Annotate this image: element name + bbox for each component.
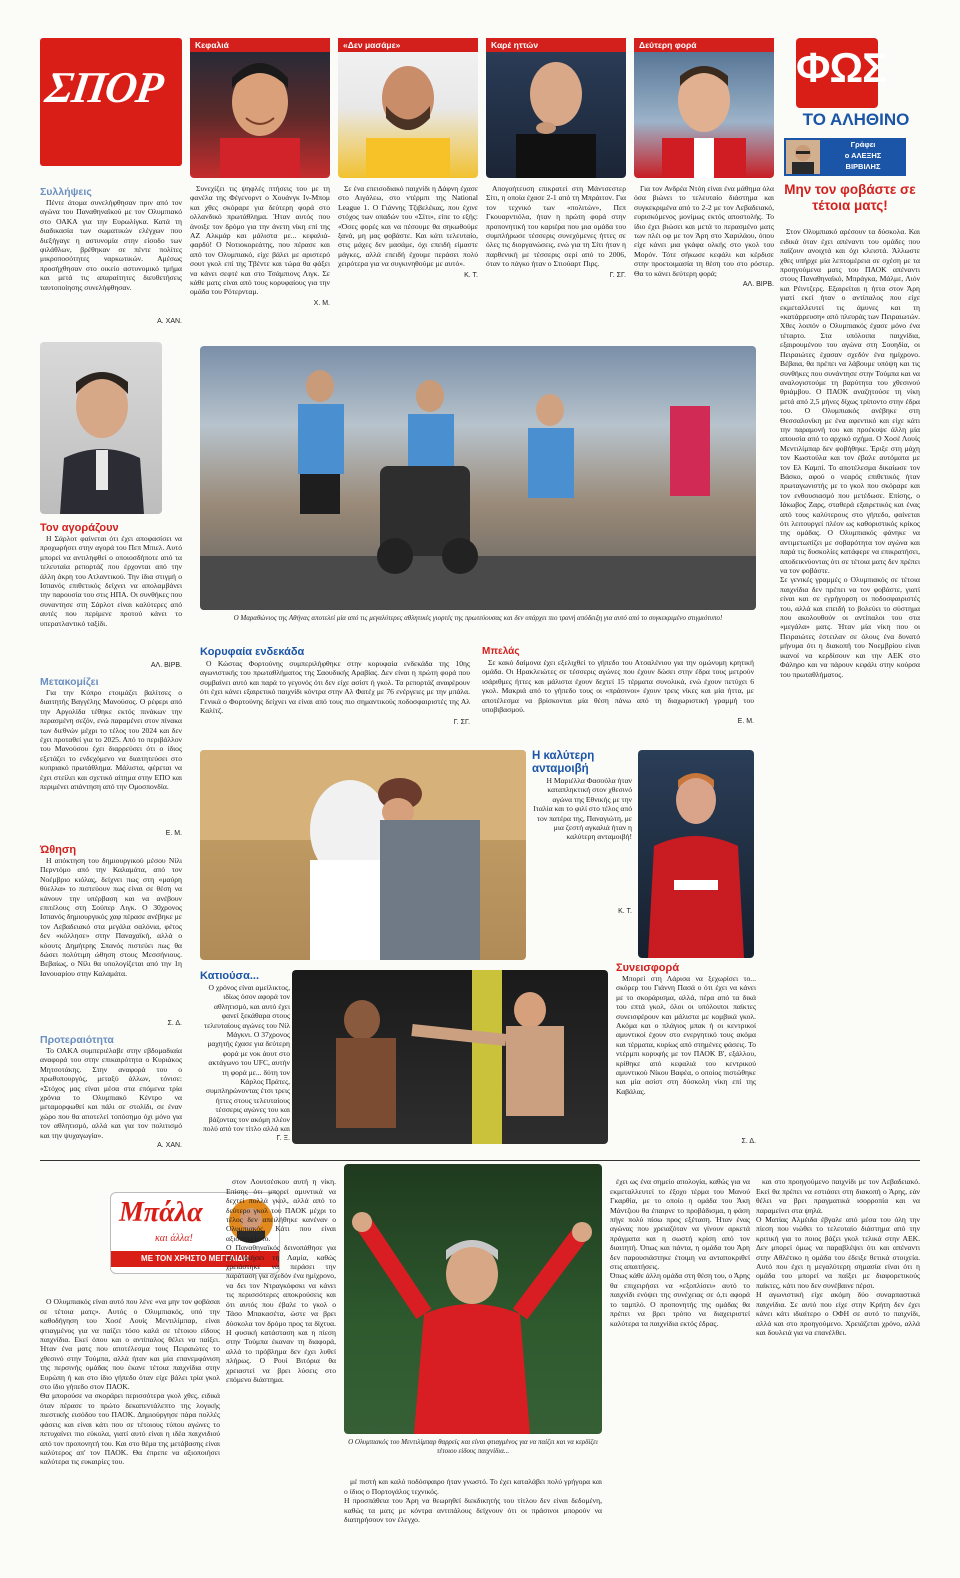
marathon-illustration	[200, 346, 756, 610]
mpelas-block: Μπελάς Σε κακό δαίμονα έχει εξελιχθεί το γήπεδο του Ατσαλένιου για την ομώνυμη κρητική ομάδα. Οι Ηρακλειώτες σε τέσσερις αγώνες που έχουν δώσει στην έδρα τους μετρούν ισάριθμες ήττες και μάλιστα έχουν δεχτεί 15 τέρματα συνολικά, ενώ έχουν πετύχει 6 γκολ. Μακριά από το γήπεδο τους οι «πράσινοι» έχουν τρεις νίκες και μία ήττα, με αποτέλεσμα να βρίσκονται μία θέση πάνω από τη διαχωριστική γραμμή του υποβιβασμού. Ε. Μ.	[482, 646, 754, 725]
strip-photo-2	[338, 38, 478, 178]
player-face-illustration	[190, 38, 330, 178]
bottom-divider	[40, 1160, 920, 1161]
coach-caption: Ο Ολυμπιακός του Μεντιλίμπαρ θαρρείς και είναι φτιαγμένος για να παίζει και να κερδίζει τέτοιου είδους παιχνίδια...	[348, 1438, 598, 1455]
strip-text-1: Συνεχίζει τις ψηφλές πτήσεις του με τη φανέλα της Φέγενορντ ο Χουάνγκ Ιν-Μπομ και χθες σκόραρε για δεύτερη φορά στο ολλανδικό πρωτάθλημα. Ήταν αυτός που άνοιξε τον δρόμο για την άνετη νίκη επί της ΑΖ Αλκμάρ και μάλιστα με... κεφαλιά-φαρδύ! Ο Νοτιοκορεάτης, που πέρασε και από τον Ολυμπιακό, είχε βάλει με αριστερό σουτ γκολ επί της Τβέντε και τώρα θα φάξει να κάνει σεφτέ και στο Τσάμπιονς Λιγκ. Σε κάθε ματς είναι από τους κορυφαίους για την ομάδα του Ρότερνταμ. Χ. Μ.	[190, 184, 330, 307]
strip-label-1: Κεφαλιά	[190, 38, 330, 52]
right-headline: Μην τον φοβάστε σε τέτοια ματς!	[784, 182, 916, 213]
hug-illustration	[200, 750, 526, 960]
left-heading-3: Μετακομίζει	[40, 676, 99, 688]
strip-text-4: Για τον Ανδρέα Ντόη είναι ένα μάθημα όλα όσα βιώνει το τελευταίο διάστημα και συγκεκριμένα από το 2-2 με τον Λεβαδειακό, ευρισκόμενος μονίμως εκτός αποστολής. Το ίδιο έχει βιώσει και μετά το περασμένο ματς των πλέι οφ με τον Άρη στο Χαριλάου, όπου είχε κάνει μια γκάφα ολκής στο γκολ του Μορόν. Τότε σήκωσε κεφάλι και κέρδισε στην προετοιμασία τη θέση του στο ρόστερ. Θα το κάνει δεύτερη φορά; ΑΛ. ΒΙΡΒ.	[634, 184, 774, 289]
strip-text-3: Απογοήτευση επικρατεί στη Μάντσεστερ Σίτι, η οποία έχασε 2-1 από τη Μπράιτον. Για τον τεχνικό των «πολιτών», Πεπ Γκουαρντιόλα, ήταν η πρώτη φορά στην προπονητική του καριέρα που μια ομάδα του συμπλήρωσε τέσσερις συνεχόμενες ήττες σε όλες τις διοργανώσεις, ενώ για τη Σίτι ήταν η παρθενική με τέσσερις σερί από το 2006, όταν το πάγκο ήταν ο Στιούαρτ Πιρς. Γ. ΣΓ.	[486, 184, 626, 279]
koryfaia-block: Κορυφαία ενδεκάδα Ο Κώστας Φορτούνης συμπεριλήφθηκε στην κορυφαία ενδεκάδα της 10ης αγωνιστικής του πρωταθλήματος της Σαουδικής Αραβίας. Δεν είναι η πρώτη φορά που συμβαίνει αυτό και παρά το γεγονός ότι δεν είχε ασίστ ή γκολ. Τα ρεπορτάζ αναφέρουν ότι έχει κάνει εξαιρετικό παιχνίδι κόντρα στην Αλ Φατέχ με 76 ενέργειες με την μπάλα. Γενικά ο Φορτούνης δείχνει να είναι από τους πιο σημαντικούς ποδοσφαιριστές της Αλ Καλίτζ. Γ. ΣΓ.	[200, 646, 470, 726]
coach-photo	[344, 1164, 602, 1434]
sports-logo	[40, 38, 182, 166]
ufc-photo	[292, 970, 608, 1144]
bottom-col-1: Ο Ολυμπιακός είναι αυτό που λένε «να μην τον φοβάσαι σε τέτοια ματς». Αυτός ο Ολυμπιακός, υπό την καθοδήγηση του Χοσέ Λουίς Μεντιλίμπαρ, είναι φτιαγμένος για να παίζει τόσο καλά σε τέτοιου είδους παιχνίδια. Εκεί όπου και ο αντίπαλος θέλει να παίξει. Ήταν ένα ματς που αποτέλεσμα τους Πειραιώτες το χθεσινό στην Τούμπα, αλλά ήταν και μία επανεμφάνιση της περσινής ομάδας που έκανε τέτοια παιχνίδια στην Ευρώπη ή και στο ίδιο γήπεδο όταν είχε βάλει τρία γκολ στο ίδιο γήπεδο στον ΠΑΟΚ. Θα μπορούσε να σκοράρει περισσότερα γκολ χθες, ειδικά όταν πέρασε το πρώτο δεκαπεντάλεπτο της λογικής πιεστικής εισόδου του ΠΑΟΚ. Δημιούργησε πάρα πολλές φάσεις και είναι κάτι που σε τέτοιους τύπου αγώνες το πετυχαίνει πιο εύκολα, γιατί αυτό είναι η ιδέα παιχνιδιού από τον προπονητή του. Και στο θέμα της μετάβασης είναι καλύτερος απ' τον ΠΑΟΚ. Θα έπρεπε να αξιοποιήσει καλύτερα τις ευκαιρίες του.	[40, 1297, 220, 1467]
mpelas-heading: Μπελάς	[482, 646, 520, 657]
player-illustration	[638, 750, 754, 958]
koryfaia-heading: Κορυφαία ενδεκάδα	[200, 646, 305, 658]
bottom-col-3a: μέ πιστή και καλό ποδόσφαιρο ήταν γνωστό. Το έχει καταλάβει πολύ γρήγορα και ο ίδιος ο Πορτογάλος τεχνικός. Η προσπάθεια του Άρη να θεωρηθεί διεκδικητής του τίτλου δεν είναι δεδομένη, καθώς τα ματς με κόντρα αντιπάλους δείχνουν ότι οι πράσινοι μπορούν να διατηρήσουν τον έλεγχο.	[344, 1477, 602, 1525]
strip-col-4	[634, 38, 774, 178]
strip-text-2: Σε ένα επεισοδιακό παιχνίδι η Δάφνη έχασε στο Αιγάλεω, στο ντέρμπι της National League 1. Ο Γιάννης Τζιβελέκας, που έχινε στόχος των οπαδών του «Σίτι», είπε το εξής: «Όσες φορές και να πέσουμε θα σηκωθούμε ξανά, μη μας φοβάστε. Και κάτι τελευταίο, στις μάχες δεν μασάμε, όχι επειδή είμαστε μάγκες, αλλά επειδή έχουμε περάσει πολύ χειρότερα για να συγκινηθούμε με αυτό». Κ. Τ.	[338, 184, 478, 279]
katiousa-heading: Κατιούσα...	[200, 970, 259, 982]
author-line-1: Γράφει	[850, 140, 876, 149]
left-heading-5: Προτεραιότητα	[40, 1034, 114, 1046]
left-heading-1: Συλλήψεις	[40, 186, 92, 198]
synexeia-heading: Συνεισφορά	[616, 962, 680, 974]
fos-subtitle: ΤΟ ΑΛΗΘΙΝΟ	[802, 110, 910, 129]
left-col-item-1: Συλλήψεις Πέντε άτομα συνελήφθησαν πριν από τον αγώνα του Παναθηναϊκού με τον Ολυμπιακό στο ΟΑΚΑ για την Ευρωλίγκα. Κατά τη διαδικασία των σωματικών ελέγχων που διεξήγαγε η αστυνομία στην είσοδο των φιλάθλων, βρέθηκαν σε πέντε πολίτες μικροποσότητες ναρκωτικών. Αμέσως προσήχθησαν στο οικείο αστυνομικό τμήμα και μετά τις απαραίτητες διευθετήσεις ταυτοποίησης συνελήφθησαν. Α. ΧΑΝ.	[40, 186, 182, 325]
left-heading-2: Τον αγοράζουν	[40, 522, 119, 534]
right-column-text: Στον Ολυμπιακό αρέσουν τα δύσκολα. Και ειδικά όταν έχει απέναντι του ομάδες που παίζουν ανοιχτά και όχι κλειστά. Άλλωστε χθες υπήρχε μία λεπτομέρεια σε σχέση με τα προηγούμενα ματς του ΠΑΟΚ απέναντι στους Παναθηναϊκό, Μπράγκα, Μάλμε, Λιόν και Ρέιντζερς. Εξαιρείται η ήττα στον Άρη γιατί εκεί ήταν ο αντίπαλος που είχε εκμεταλλευτεί τις άμυνες και τη «κατάρρευση» από πλευράς των Πειραιωτών. Χθες λοιπόν ο Ολυμπιακός έχασε μόνο ένα τέταρτο. Στα υπόλοιπα παιχνίδια, εξαιρουμένου του αγώνα στη Σουηδία, οι Πειραιώτες έχασαν σχεδόν ένα ημίχρονο. Βέβαια, θα πρέπει να λάβουμε υπόψη και τις συνθήκες που συνάντησε στην Τούμπα και να αναλογιστούμε τη βαρύτητα του χθεσινού θριάμβου. Ο ΠΑΟΚ αναζητούσε τη νίκη μετά από 2,5 μήνες δίχως τρίποντο στην έδρα του. Ο Ολυμπιακός ανέβηκε στη Θεσσαλονίκη με ένα αφεντικό και είχε κάτι την παραμονή του και προέκυψε άλλη μία απουσία από το αρχικό σχήμα. Ο Χοσέ Λουίς Μεντιλίμπαρ δεν φοβήθηκε. Έριξε στη μάχη τον Κωστούλα και τον έβαλε αυτόματα με τον Ελ Καμπί. Το αποτέλεσμα δικαίωσε τον Βάσκο, αφού ο νεαρός επιθετικός ήταν πρωταγωνιστής με το γκολ που σκόραρε και τον ενθουσιασμό που μετέδωσε. Επίσης, ο Ιάκωβος Ζαρς, σταθερά εξαιρετικός και ένας από τους καλύτερους στο γήπεδο, φαίνεται ότι λειτουργεί πλέον ως καθοριστικός κρίκος της ομάδας. Ο Ολυμπιακός φάνηκε να αντιμετωπίζει με σοβαρότητα τον αγώνα και παρά τις δυσκολίες κατάφερε να επικρατήσει, αποδεικνύοντας ότι σε τέτοια ματς δεν πρέπει να τον φοβάστε. Σε γενικές γραμμές ο Ολυμπιακός σε τέτοια παιχνίδια δεν πρέπει να τον φοβάστε, γιατί είναι και σε εγρήγορση οι ποδοσφαιριστές του, αλλά και επειδή το βολεύει το σύστημα που ακολουθούν οι αντίπαλοι του στα «μεγάλα» ματς. Ήταν μία νίκη που οι Πειραιώτες έστειλαν σε όλους ένα δυνατό μήνυμα ότι η διακοπή του Νοεμβρίου είναι ικανοί να κερδίσουν και την ΑΕΚ στο Φάληρο και να πάρουν κεφάλι στην κούρσα του πρωταθλήματος.	[780, 227, 920, 679]
strip-col-1	[190, 38, 330, 178]
player-portrait-illustration	[40, 342, 162, 514]
mpala-logo-strip: ΜΕ ΤΟΝ ΧΡΗΣΤΟ ΜΕΓΓΑΙΔΗ	[111, 1251, 279, 1267]
left-heading-4: Ώθηση	[40, 844, 77, 856]
coach-face-illustration	[486, 38, 626, 178]
left-col-item-4: Ώθηση Η απόκτηση του δημιουργικού μέσου Νίλι Περντόμο από την Καλαμάτα, από τον Νοέμβριο κιόλας, δείχνει πως στη «μαύρη θύελλα» το πιστεύουν πως είναι σε θέση να κάνουν την υπέρβαση και να ανέβουν επιτέλους στη Σούπερ Λιγκ. Ο 30χρονος Ισπανός δημιουργικός χαφ πέρασε ανέβηκε με τον Λεβαδειακό στα μεγάλα σαλόνια, φέτος δεν «κόλλησε» στην Παναχαϊκή, αλλά ο κόουτς Δημήτρης Σπανός πιστεύει πως θα δώσει πολύτιμη ώθηση στους Μεσσήνιους. Βεβαίως, ο Νίλι θα υπολογίζεται από την 1η Ιανουαρίου στην Καλαμάτα. Σ. Δ.	[40, 844, 182, 1027]
left-portrait-photo	[40, 342, 162, 514]
volleyball-photo	[200, 750, 526, 960]
fos-logo-text: ΦΩΣ	[796, 44, 887, 91]
coach-illustration	[344, 1164, 602, 1434]
red-jersey-photo	[638, 750, 754, 958]
fight-illustration	[292, 970, 608, 1144]
bottom-col-3: έχει ως ένα σημείο απολογία, καθώς για να εκμεταλλευτεί το έξοχο τέρμα του Μανού Γκαρθία, με το οποίο η ομάδα του Άκη Μάντζιου θα έπαιρνε το προβάδισμα, η φάση πήγε πολύ πίσω προς εξέταση. Ήταν ένας αγώνας που χρειαζόταν να γίνουν αρκετά πράγματα και η σωστή κρίση από τον διαιτητή. Όπως και πάντα, η ομάδα του Άρη δεν παρουσιάστηκε έτοιμη να ανταποκριθεί στις απαιτήσεις. Όπως κάθε άλλη ομάδα στη θέση του, ο Άρης θα επιχειρήσει να «εξοπλίσει» αυτό το παιχνίδι ενόψει της συνέχειας σε ό,τι αφορά το ταμπλό. Ο προπονητής της ομάδας θα πρέπει να βρει τρόπο να διαχειριστεί καλύτερα τα παιχνίδια εκτός έδρας.	[610, 1177, 750, 1328]
author-avatar	[786, 140, 820, 174]
kaliteri-heading: Η καλύτερη ανταμοιβή	[532, 750, 595, 775]
strip-col-3	[486, 38, 626, 178]
mpala-logo-sub: και άλλα!	[155, 1233, 193, 1244]
strip-col-2	[338, 38, 478, 178]
fos-logo	[796, 38, 887, 108]
author-line-3: ΒΙΡΒΙΛΗΣ	[845, 162, 881, 171]
left-col-item-2: Τον αγοράζουν Η Σάρλοτ φαίνεται ότι έχει αποφασίσει να προχωρήσει στην αγορά του Πεπ Μπιελ. Αυτό μπορεί να αντιληφθεί ο οποιοσδήποτε από τα τελευταία ρεπορτάζ που έρχονται από την άλλη άκρη του Ατλαντικού. Την ίδια στιγμή ο Ισπανός επιθετικός δείχνει να απολαμβάνει την παρουσία του στις ΗΠΑ. Οι συνθήκες που συναντησε στη Σάρλοτ είναι καλύτερες από αυτές που περίμενε προτού κάνει το υπερατλαντικό ταξίδι. ΑΛ. ΒΙΡΒ.	[40, 522, 182, 669]
strip-photo-3	[486, 38, 626, 178]
player-face-illustration	[338, 38, 478, 178]
marathon-photo	[200, 346, 756, 610]
strip-label-3: Καρέ ηττών	[486, 38, 626, 52]
strip-photo-4	[634, 38, 774, 178]
katiousa-block: Κατιούσα... Ο χρόνος είναι αμείλικτος, ιδίως όσον αφορά τον αθλητισμό, και αυτό έχει φανεί ξεκάθαρα στους τελευταίους αγώνες του Νίλ Μάγκνι. Ο 37χρονος μαχητής έχασε για δεύτερη φορά με νοκ άουτ στο ακτάγωνο του UFC, αυτήν τη φορά με... δύτη τον Κάρλος Πράτες, συμπληρώνοντας έτσι τρεις ήττες στους τελευταίους τέσσερις αγώνες του και βάζοντας τον ακόμη πλέον πολύ από τον τίτλο αλλά και Γ. Ξ.	[200, 970, 290, 1142]
player-face-illustration	[634, 38, 774, 178]
left-col-item-3: Μετακομίζει Για την Κύπρο ετοιμάζει βαλίτσες ο διαιτητής Βαγγέλης Μανούσος. Ο ρέφερι από την Αργολίδα τέθηκε εκτός πινάκων την περασμένη σεζόν, ενώ παραμένει στον πίνακα των διεθνών μέχρι το τέλος του 2024 και δεν έχει προταθεί για το 2025. Από το περιβάλλον του Μανούσου έχει διαρρεύσει ότι ο ίδιος εξετάζει το ενδεχόμενο να διαιτητεύσει στο κυπριακό πρωτάθλημα. Μάλιστα, φέρεται να έχει στείλει και σχετικό αίτημα στην ΕΠΟ και περιμένει απάντηση από την Ομοσπονδία. Ε. Μ.	[40, 676, 182, 837]
sports-logo-text: ΣΠΟΡ	[42, 63, 166, 112]
author-box	[784, 138, 906, 176]
strip-label-2: «Δεν μασάμε»	[338, 38, 478, 52]
kaliteri-block: Η καλύτερη ανταμοιβή Η Μαριέλλα Φασούλα ήταν καταπληκτική στον χθεσινό αγώνα της Εθνικής με την Ιταλία και το φιλί στο τέλος από τον πατέρα της, Παναγιώτη, με μια ζεστή αγκαλιά ήταν η καλύτερη ανταμοιβή! Κ. Τ.	[532, 750, 632, 915]
synexeia-block: Συνεισφορά Μπορεί στη Λάρισα να ξεχωρίσει το... σκόρερ του Γιάννη Πασά ο ότι έχει να κάνει με το σκοράρισμα, αλλά, πέρα από τα δικά του επτά γκολ, όλοι οι υπόλοιποι παίκτες συνεισφέρουν και μάλιστα με κομβικά γκολ. Ακόμα και ο πλάγιος μπακ ή οι κεντρικοί αμυντικοί έχουν στο ενεργητικό τους ακόμα και τέρματα, κυρίως από στημένες φάσεις. Το ντέρμπι κορυφής με τον ΠΑΟΚ Β', εξάλλου, κρίθηκε από κεφαλιά του κεντρικού αμυντικού Νίκου Βαφέα, ο οποίος πιστώθηκε και μία ασίστ στη δύσκολη νίκη επί της Καβάλας. Σ. Δ.	[616, 962, 756, 1145]
strip-photo-1	[190, 38, 330, 178]
bottom-col-4: και στο προηγούμενο παιχνίδι με τον Λεβαδειακό. Εκεί θα πρέπει να εστιάσει στη διακοπή ο Άρης, εάν θέλει να βρει πραγματικά ισορροπία και να παραμείνει στα ψηλά. Ο Ματίας Αλμέιδα έβγαλε από μέσα του όλη την πίεση που νιώθει το τελευταίο διάστημα από την κριτική για το ποιος βάζει γκολ τελικά στην ΑΕΚ. Δεν μπορεί όμως να παραβλέψει ότι και απέναντι στην Αθλέτικο η ομάδα του έδειξε θετικά στοιχεία. Αυτό που έχει η μεγαλύτερη σημασία είναι ότι η ομάδα του μπορεί να παίξει με διαφορετικούς παίκτες, κάτι που δεν συνέβαινε πέρσι. Η αγωνιστική είχε ακόμη δύο συναρπαστικά παιχνίδια. Σε αυτό που είχε στην Κρήτη δεν έχει κάνει κάτι ιδιαίτερο ο ΟΦΗ σε αυτό το παιχνίδι, αλλά και στο προηγούμενο. Χρειάζεται χρόνο, αλλά και δουλειά για να επανέλθει.	[756, 1177, 920, 1337]
bottom-col-2: στον Λουτσέσκου αυτή η νίκη. Επίσης ότι μπορεί αμυντικά να δεχτεί πολλά γκολ, αλλά από το δεύτερο γκολ του ΠΑΟΚ μέχρι το τέλος δεν απειλήθηκε κανέναν ο Ολυμπιακός. Κάτι που είναι αξιοσημείωτο. Ο Παναθηναϊκός δεινοπάθησε για να νικήσει τη Λαμία, καθώς χρειάστηκε να περάσει την παράταση για σχεδόν ένα ημίχρονο, να δει τον Ντραγκόφσκι να κάνει τις περισσότερες αποκρούσεις και ότι αυτός που έβαλε το γκολ ο Τάσο Μπακασέτα, ώστε να βρει δύσκολα τον δρόμο προς τα δίχτυα. Η φυσική κατάσταση και η πίεση στην Τούμπα έκαναν τη διαφορά, αλλά το πρόβλημα δεν έχει λυθεί πλήρως. Ο Ρουί Βιτόρια θα χρειαστεί να βρει λύσεις στο επόμενο διάστημα.	[226, 1177, 336, 1384]
left-col-item-5: Προτεραιότητα Το ΟΑΚΑ συμπεριέλαβε στην εβδομαδιαία αναφορά του στην επικαιρότητα ο Κυριάκος Μητσοτάκης. Στην αναφορά του ο πρωθυπουργός, μεταξύ άλλων, τόνισε: «Στόχος μας είναι μέσα στα επόμενα τρία χρόνια το Ολυμπιακό Κέντρο να μεταμορφωθεί και πάλι σε στολίδι, σε έναν χώρο που θα αποτελεί τοπόσημο όχι μόνο για τον αθλητισμό, αλλά και για τον πολιτισμό και την ψυχαγωγία». Α. ΧΑΝ.	[40, 1034, 182, 1149]
author-line-2: ο ΑΛΕΞΗΣ	[844, 151, 882, 160]
strip-label-4: Δεύτερη φορά	[634, 38, 774, 52]
mpala-logo-main: Μπάλα	[119, 1197, 203, 1228]
marathon-caption: Ο Μαραθώνιος της Αθήνας αποτελεί μία από τις μεγαλύτερες αθλητικές γιορτές της πρωτεύουσας και δεν υπάρχει πιο τρανή απόδειξη για αυτό από το συγκεκριμένο στιγμιότυπο!	[233, 614, 723, 622]
